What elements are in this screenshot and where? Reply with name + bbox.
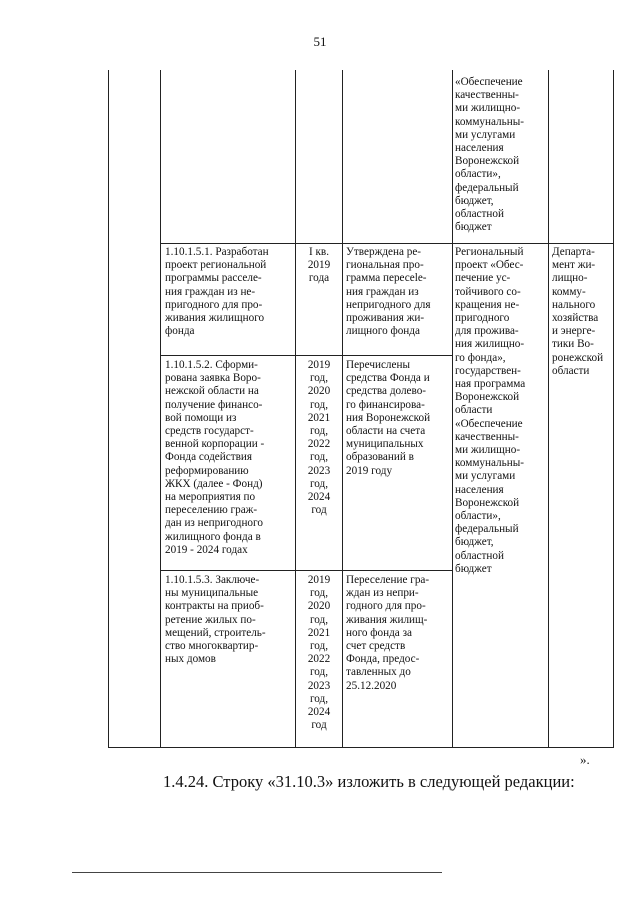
executor-cell: Департа- мент жи- лищно- комму- нального хозяйства и энерге- тики Во- ронежской области: [552, 246, 604, 377]
result-cell-3: Переселение гра- ждан из непри- годного для про- живания жилищ- ного фонда за счет средств Фонда, предос- тавленных до 25.12.2020: [346, 574, 430, 692]
table-col-divider: [342, 70, 343, 748]
paragraph-text: 1.4.24. Строку «31.10.3» изложить в следующей редакции:: [163, 772, 575, 791]
table-border-right: [613, 70, 614, 748]
table-border-left: [108, 70, 109, 748]
measure-cell-2: 1.10.1.5.2. Сформи- рована заявка Воро- нежской области на получение финансо- вой помощи из средств государст- венной корпорации - Фонда содействия реформированию ЖКХ (далее - Фонд) на мероприятия по переселению граж- дан из непригодного жилищного фонда в 2019 - 2024 годах: [165, 359, 265, 556]
table-border-bottom: [108, 747, 614, 748]
measure-cell-3: 1.10.1.5.3. Заключе- ны муниципальные контракты на приоб- ретение жилых по- мещений, строитель- ство многоквартир- ных домов: [165, 574, 266, 666]
table-row-divider: [160, 355, 453, 356]
result-cell-1: Утверждена ре- гиональная про- грамма пересele- ния граждан из непригодного для проживания жи- лищного фонда: [346, 246, 431, 338]
result-cell-2: Перечислены средства Фонда и средства долево- го финансирова- ния Воронежской области на счета муниципальных образований в 2019 году: [346, 359, 431, 477]
closing-quote: ».: [580, 752, 590, 767]
period-cell-1: I кв. 2019 года: [307, 246, 331, 285]
table-col-divider: [548, 70, 549, 748]
period-cell-3: 2019 год, 2020 год, 2021 год, 2022 год, 2023 год, 2024 год: [307, 574, 331, 732]
table-col-divider: [452, 70, 453, 748]
measure-cell-1: 1.10.1.5.1. Разработан проект региональной программы расселе- ния граждан из не- пригодного для про- живания жилищного фонда: [165, 246, 269, 338]
period-cell-2: 2019 год, 2020 год, 2021 год, 2022 год, 2023 год, 2024 год: [307, 359, 331, 517]
table-col-divider: [295, 70, 296, 748]
table-row-divider: [160, 570, 453, 571]
table-col-divider: [160, 70, 161, 748]
page-number: 51: [313, 34, 327, 49]
footer-rule: [72, 872, 442, 873]
continued-funding-cell: «Обеспечение качественны- ми жилищно- коммунальны- ми услугами населения Воронежской области», федеральный бюджет, областной бюджет: [455, 76, 524, 234]
table-row-divider: [160, 243, 614, 244]
funding-cell: Региональный проект «Обес- печение ус- тойчивого со- кращения не- пригодного для прожива- ния жилищно- го фонда», государствен- ная программа Воронежской области «Обеспечение качественны- ми жилищно- коммунальны- ми услугами населения Воронежской области», федеральный бюджет, областной бюджет: [455, 246, 526, 575]
